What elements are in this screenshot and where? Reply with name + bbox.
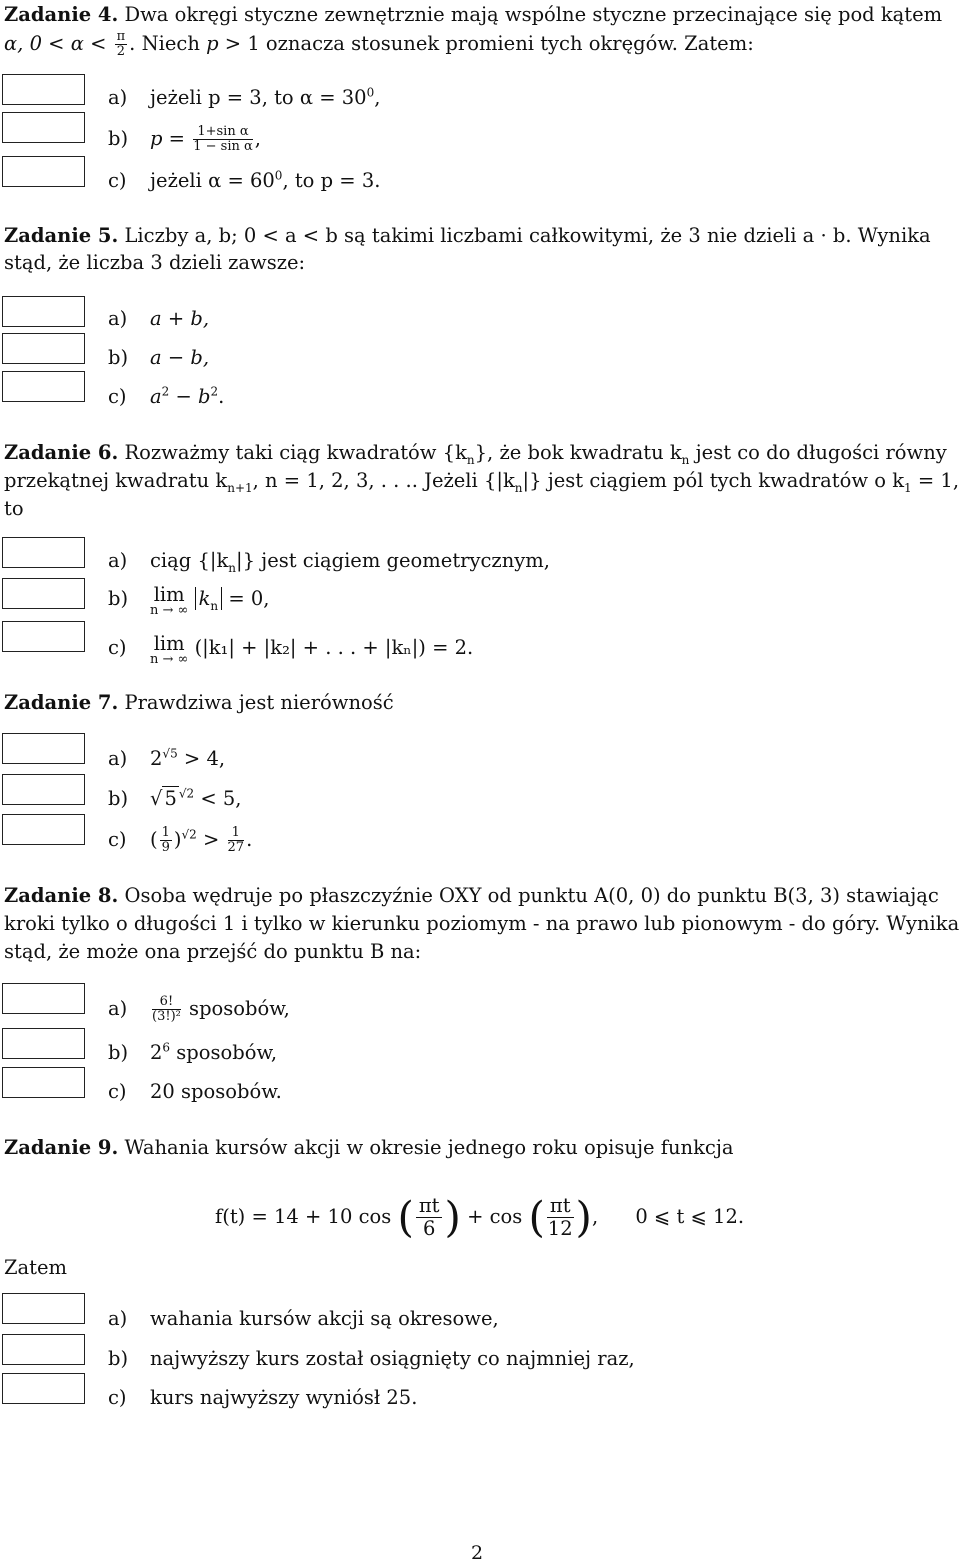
z6-intro-line1: Zadanie 6. Rozważmy taki ciąg kwadratów $\{k_n\}$, że bok kwadratu $k_n$ jest co do długości równy: [4, 441, 947, 467]
z4-intro-line2: α, 0 < α < $\frac{\pi}{2}$ . Niech p > 1 oznacza stosunek promieni tych okręgów. Zatem:: [4, 29, 754, 59]
z6-intro-line3: to: [4, 497, 24, 520]
z6-option-a: a) ciąg $\{|k_n|\}$ jest ciągiem geometrycznym,: [108, 549, 550, 575]
answer-box-z5-c[interactable]: [2, 371, 85, 402]
answer-box-z9-b[interactable]: [2, 1334, 85, 1365]
answer-box-z9-a[interactable]: [2, 1293, 85, 1324]
answer-box-z4-b[interactable]: [2, 112, 85, 143]
z5-intro-line1: Zadanie 5. Liczby a, b; 0 < a < b są takimi liczbami całkowitymi, że 3 nie dzieli a · b. Wynika: [4, 224, 931, 247]
z5-option-a: a) a + b,: [108, 307, 210, 330]
answer-box-z8-b[interactable]: [2, 1028, 85, 1059]
answer-box-z4-a[interactable]: [2, 74, 85, 105]
z8-option-c: c) 20 sposobów.: [108, 1080, 282, 1103]
z7-intro-line: Zadanie 7. Prawdziwa jest nierówność: [4, 691, 394, 714]
answer-box-z7-a[interactable]: [2, 733, 85, 764]
answer-box-z7-b[interactable]: [2, 774, 85, 805]
z4-option-b: b) p = $\frac{\text{1+sin α}}{\text{1 − sin α}}$ ,: [108, 124, 261, 154]
answer-box-z6-a[interactable]: [2, 537, 85, 568]
answer-box-z4-c[interactable]: [2, 156, 85, 187]
z9-option-a: a) wahania kursów akcji są okresowe,: [108, 1307, 499, 1330]
z6-title: Zadanie 6.: [4, 441, 119, 464]
z6-intro-line2: przekątnej kwadratu $k_{n+1}$, n = 1, 2, 3, . . .. Jeżeli $\{|k_n|\}$ jest ciągiem pól tych kwadratów o $k_1 = 1$,: [4, 469, 960, 495]
z9-frac-2: $\frac{\pi t}{12}$: [547, 1194, 573, 1240]
z4-option-c: c) jeżeli $\alpha = 60^0$, to p = 3.: [108, 168, 381, 192]
z9-intro-line: Zadanie 9. Wahania kursów akcji w okresie jednego roku opisuje funkcja: [4, 1136, 734, 1159]
z6-option-c: c) lim n → ∞ (|k₁| + |k₂| + . . . + |kₙ|) = 2.: [108, 632, 474, 667]
answer-box-z7-c[interactable]: [2, 814, 85, 845]
z9-zatem: Zatem: [4, 1256, 68, 1279]
z8-option-b: b) $2^6$ sposobów,: [108, 1040, 278, 1064]
z7-option-b: b) √ 5 $^{√2}$ < 5,: [108, 786, 242, 810]
z9-formula: f(t) = 14 + 10 cos ( $\frac{\pi t}{6}$ ) + cos ( $\frac{\pi t}{12}$ ), 0 ⩽ t ⩽ 12.: [215, 1192, 745, 1242]
z4-option-a: a) jeżeli p = 3, to $\alpha = 30^0$,: [108, 85, 381, 109]
z8-intro-line1: Zadanie 8. Osoba wędruje po płaszczyźnie OXY od punktu A(0, 0) do punktu B(3, 3) stawiając: [4, 884, 939, 907]
z8-option-a: a) $\frac{6!}{\text{(3!)²}}$ sposobów,: [108, 994, 290, 1024]
z6-c-limit: lim n → ∞: [150, 632, 189, 667]
z4-intro1: Dwa okręgi styczne zewnętrznie mają wspólne styczne przecinające się pod kątem: [124, 3, 943, 26]
z4-alpha-range: α, 0 < α <: [4, 32, 113, 55]
answer-box-z6-c[interactable]: [2, 621, 85, 652]
z7-option-c: c) ( $\frac{1}{9}$ )$^{√2}$ > $\frac{1}{27}$ .: [108, 825, 253, 855]
z9-title: Zadanie 9.: [4, 1136, 119, 1159]
page-number: 2: [471, 1542, 484, 1564]
z5-intro-line2: stąd, że liczba 3 dzieli zawsze:: [4, 251, 306, 274]
z7-title: Zadanie 7.: [4, 691, 119, 714]
z4-title: Zadanie 4.: [4, 3, 119, 26]
answer-box-z5-b[interactable]: [2, 333, 85, 364]
z8-title: Zadanie 8.: [4, 884, 119, 907]
z9-option-c: c) kurs najwyższy wyniósł 25.: [108, 1386, 418, 1409]
z4-b-fraction: $\frac{\text{1+sin α}}{\text{1 − sin α}}$: [193, 124, 253, 154]
z6-option-b: b) lim n → ∞ $k_n = 0$,: [108, 583, 270, 618]
z8-intro-line3: stąd, że może ona przejść do punktu B na:: [4, 940, 422, 963]
z4-pi-over-2: $\frac{\pi}{2}$: [116, 29, 126, 59]
answer-box-z9-c[interactable]: [2, 1373, 85, 1404]
answer-box-z8-c[interactable]: [2, 1067, 85, 1098]
z8-intro-line2: kroki tylko o długości 1 i tylko w kierunku poziomym - na prawo lub pionowym - do góry. Wynika: [4, 912, 960, 935]
z7-c-fraction2: $\frac{1}{27}$: [227, 825, 245, 855]
z4-intro2-text: > 1 oznacza stosunek promieni tych okręgów. Zatem:: [218, 32, 754, 55]
z9-option-b: b) najwyższy kurs został osiągnięty co najmniej raz,: [108, 1347, 635, 1370]
z6-b-limit: lim n → ∞: [150, 583, 189, 618]
z7-option-a: a) $2^{√5} > 4$,: [108, 746, 226, 770]
z4-intro-line1: [4, 2, 942, 28]
answer-box-z8-a[interactable]: [2, 983, 85, 1014]
z7-c-fraction: $\frac{1}{9}$: [161, 825, 170, 855]
z5-option-c: c) $a^2 - b^2$.: [108, 384, 225, 408]
z9-frac-1: $\frac{\pi t}{6}$: [416, 1195, 443, 1240]
answer-box-z5-a[interactable]: [2, 296, 85, 327]
answer-box-z6-b[interactable]: [2, 578, 85, 609]
z8-a-fraction: $\frac{6!}{\text{(3!)²}}$: [152, 994, 181, 1024]
z5-option-b: b) a − b,: [108, 346, 210, 369]
z5-title: Zadanie 5.: [4, 224, 119, 247]
